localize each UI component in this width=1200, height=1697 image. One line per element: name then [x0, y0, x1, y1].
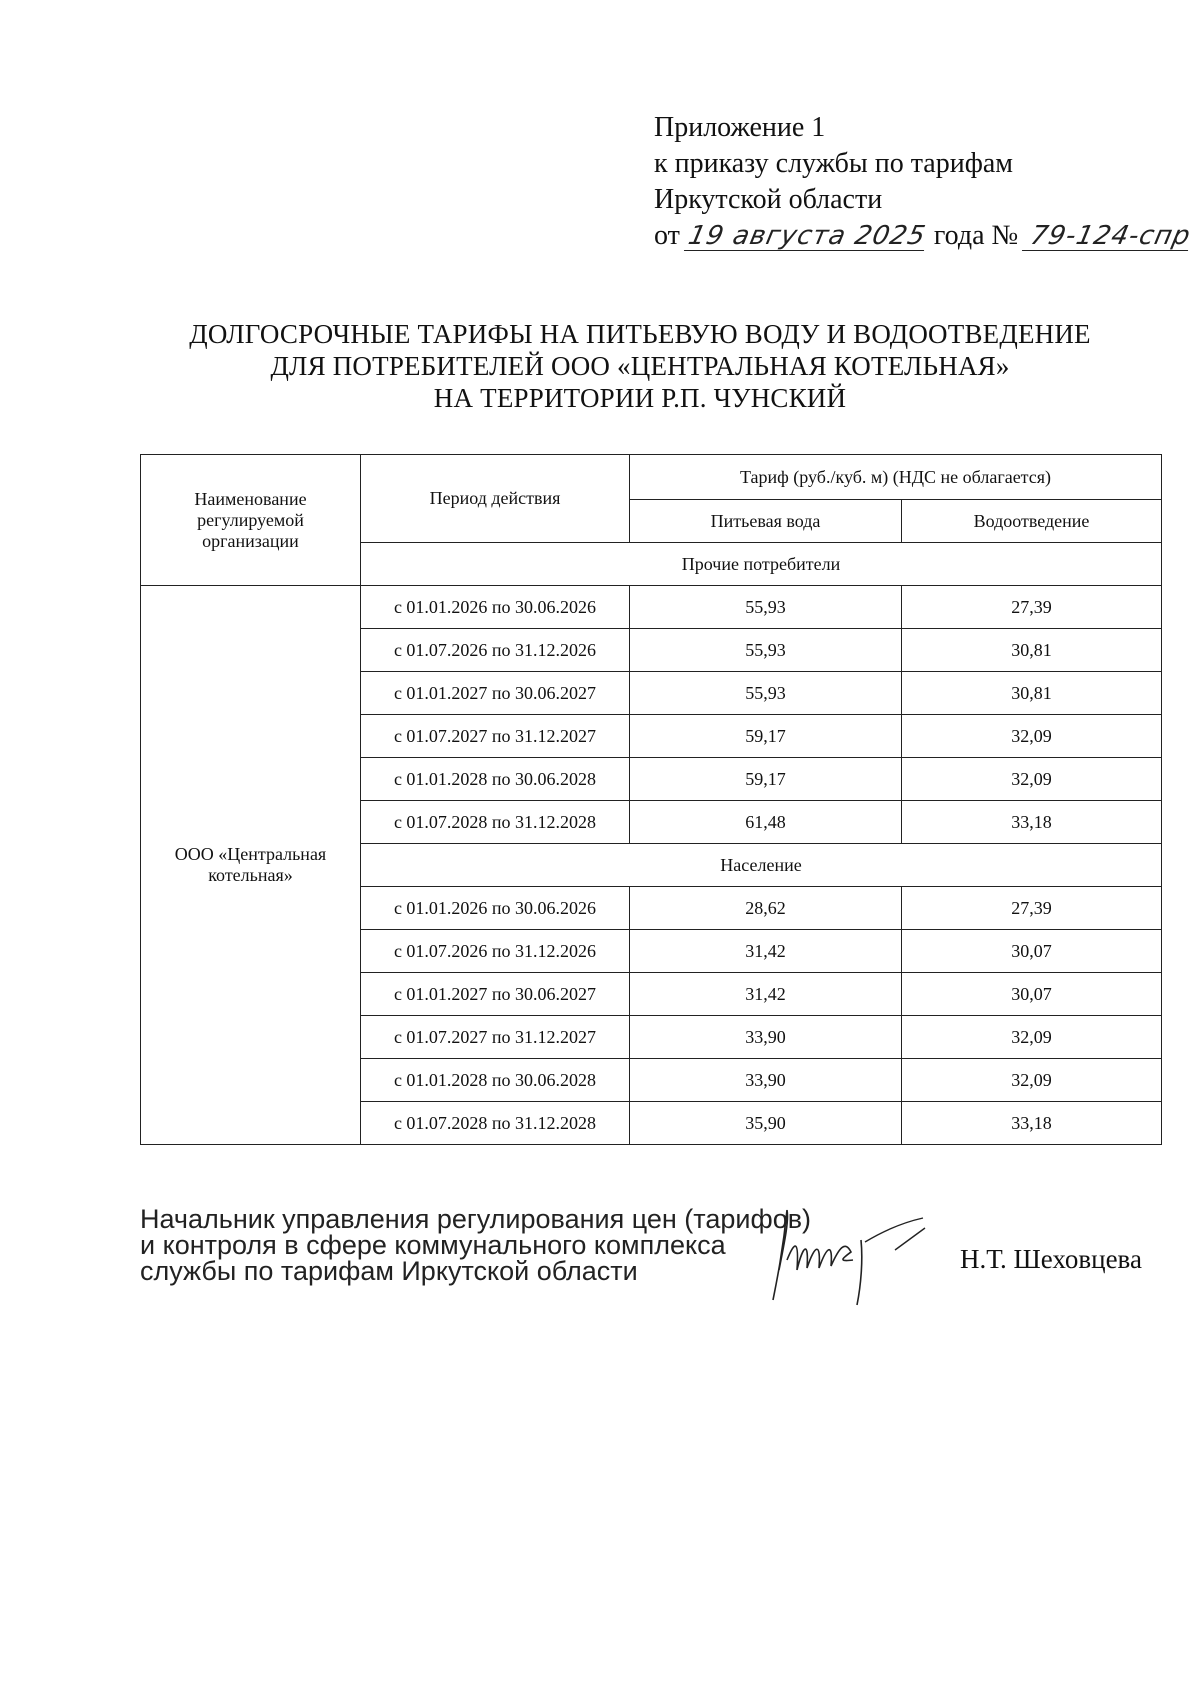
cell-period: с 01.07.2027 по 31.12.2027	[361, 715, 630, 758]
cell-sewer: 30,07	[902, 930, 1162, 973]
cell-water: 33,90	[630, 1059, 902, 1102]
cell-period: с 01.01.2028 по 30.06.2028	[361, 1059, 630, 1102]
header-period: Период действия	[361, 455, 630, 543]
tariff-table	[140, 454, 1162, 1145]
cell-period: с 01.01.2027 по 30.06.2027	[361, 973, 630, 1016]
cell-period: с 01.01.2027 по 30.06.2027	[361, 672, 630, 715]
signer-position-line-2: и контроля в сфере коммунального комплекса	[140, 1230, 726, 1260]
group-label: Население	[361, 844, 1162, 887]
signer-position-line-1: Начальник управления регулирования цен (тарифов)	[140, 1204, 812, 1234]
cell-water: 28,62	[630, 887, 902, 930]
cell-water: 55,93	[630, 672, 902, 715]
cell-sewer: 32,09	[902, 1016, 1162, 1059]
title-line-3: НА ТЕРРИТОРИИ Р.П. ЧУНСКИЙ	[433, 383, 847, 413]
header-tariff: Тариф (руб./куб. м) (НДС не облагается)	[630, 455, 1162, 500]
cell-sewer: 30,07	[902, 973, 1162, 1016]
cell-water: 33,90	[630, 1016, 902, 1059]
header-org: Наименование регулируемой организации	[141, 455, 361, 586]
title-line-1: ДОЛГОСРОЧНЫЕ ТАРИФЫ НА ПИТЬЕВУЮ ВОДУ И ВОДООТВЕДЕНИЕ	[189, 319, 1091, 349]
cell-sewer: 32,09	[902, 715, 1162, 758]
appendix-date-line	[654, 218, 1194, 254]
cell-sewer: 30,81	[902, 629, 1162, 672]
cell-period: с 01.01.2026 по 30.06.2026	[361, 887, 630, 930]
signer-position-line-3: службы по тарифам Иркутской области	[140, 1256, 638, 1286]
cell-sewer: 30,81	[902, 672, 1162, 715]
cell-period: с 01.07.2026 по 31.12.2026	[361, 930, 630, 973]
cell-water: 55,93	[630, 629, 902, 672]
appendix-title: Приложение 1	[654, 112, 826, 143]
title-line-2: ДЛЯ ПОТРЕБИТЕЛЕЙ ООО «ЦЕНТРАЛЬНАЯ КОТЕЛЬНАЯ»	[270, 351, 1010, 381]
cell-period: с 01.07.2028 по 31.12.2028	[361, 801, 630, 844]
cell-water: 61,48	[630, 801, 902, 844]
cell-sewer: 33,18	[902, 801, 1162, 844]
cell-period: с 01.07.2028 по 31.12.2028	[361, 1102, 630, 1145]
cell-water: 31,42	[630, 930, 902, 973]
cell-water: 55,93	[630, 586, 902, 629]
document-title	[140, 318, 1140, 414]
cell-sewer: 27,39	[902, 586, 1162, 629]
organization-name: ООО «Центральная котельная»	[141, 586, 361, 1145]
cell-water: 59,17	[630, 715, 902, 758]
cell-sewer: 27,39	[902, 887, 1162, 930]
group-label: Прочие потребители	[361, 543, 1162, 586]
cell-period: с 01.01.2028 по 30.06.2028	[361, 758, 630, 801]
appendix-block	[654, 110, 1194, 254]
cell-sewer: 32,09	[902, 758, 1162, 801]
cell-sewer: 32,09	[902, 1059, 1162, 1102]
table-row	[141, 586, 1162, 629]
appendix-order-ref: к приказу службы по тарифам	[654, 148, 1013, 179]
cell-period: с 01.07.2026 по 31.12.2026	[361, 629, 630, 672]
header-row-1	[141, 455, 1162, 500]
cell-period: с 01.01.2026 по 30.06.2026	[361, 586, 630, 629]
year-number-label: года №	[933, 220, 1019, 251]
from-label: от	[654, 220, 680, 251]
appendix-region: Иркутской области	[654, 184, 883, 215]
cell-water: 31,42	[630, 973, 902, 1016]
cell-sewer: 33,18	[902, 1102, 1162, 1145]
cell-water: 35,90	[630, 1102, 902, 1145]
handwritten-signature-icon	[765, 1200, 965, 1310]
header-water: Питьевая вода	[630, 500, 902, 543]
signer-name: Н.Т. Шеховцева	[960, 1244, 1142, 1274]
header-sewer: Водоотведение	[902, 500, 1162, 543]
handwritten-date: 19 августа 2025	[685, 221, 929, 251]
signature-block	[140, 1206, 811, 1284]
cell-period: с 01.07.2027 по 31.12.2027	[361, 1016, 630, 1059]
handwritten-order-number: 79-124-спр	[1022, 222, 1194, 251]
cell-water: 59,17	[630, 758, 902, 801]
